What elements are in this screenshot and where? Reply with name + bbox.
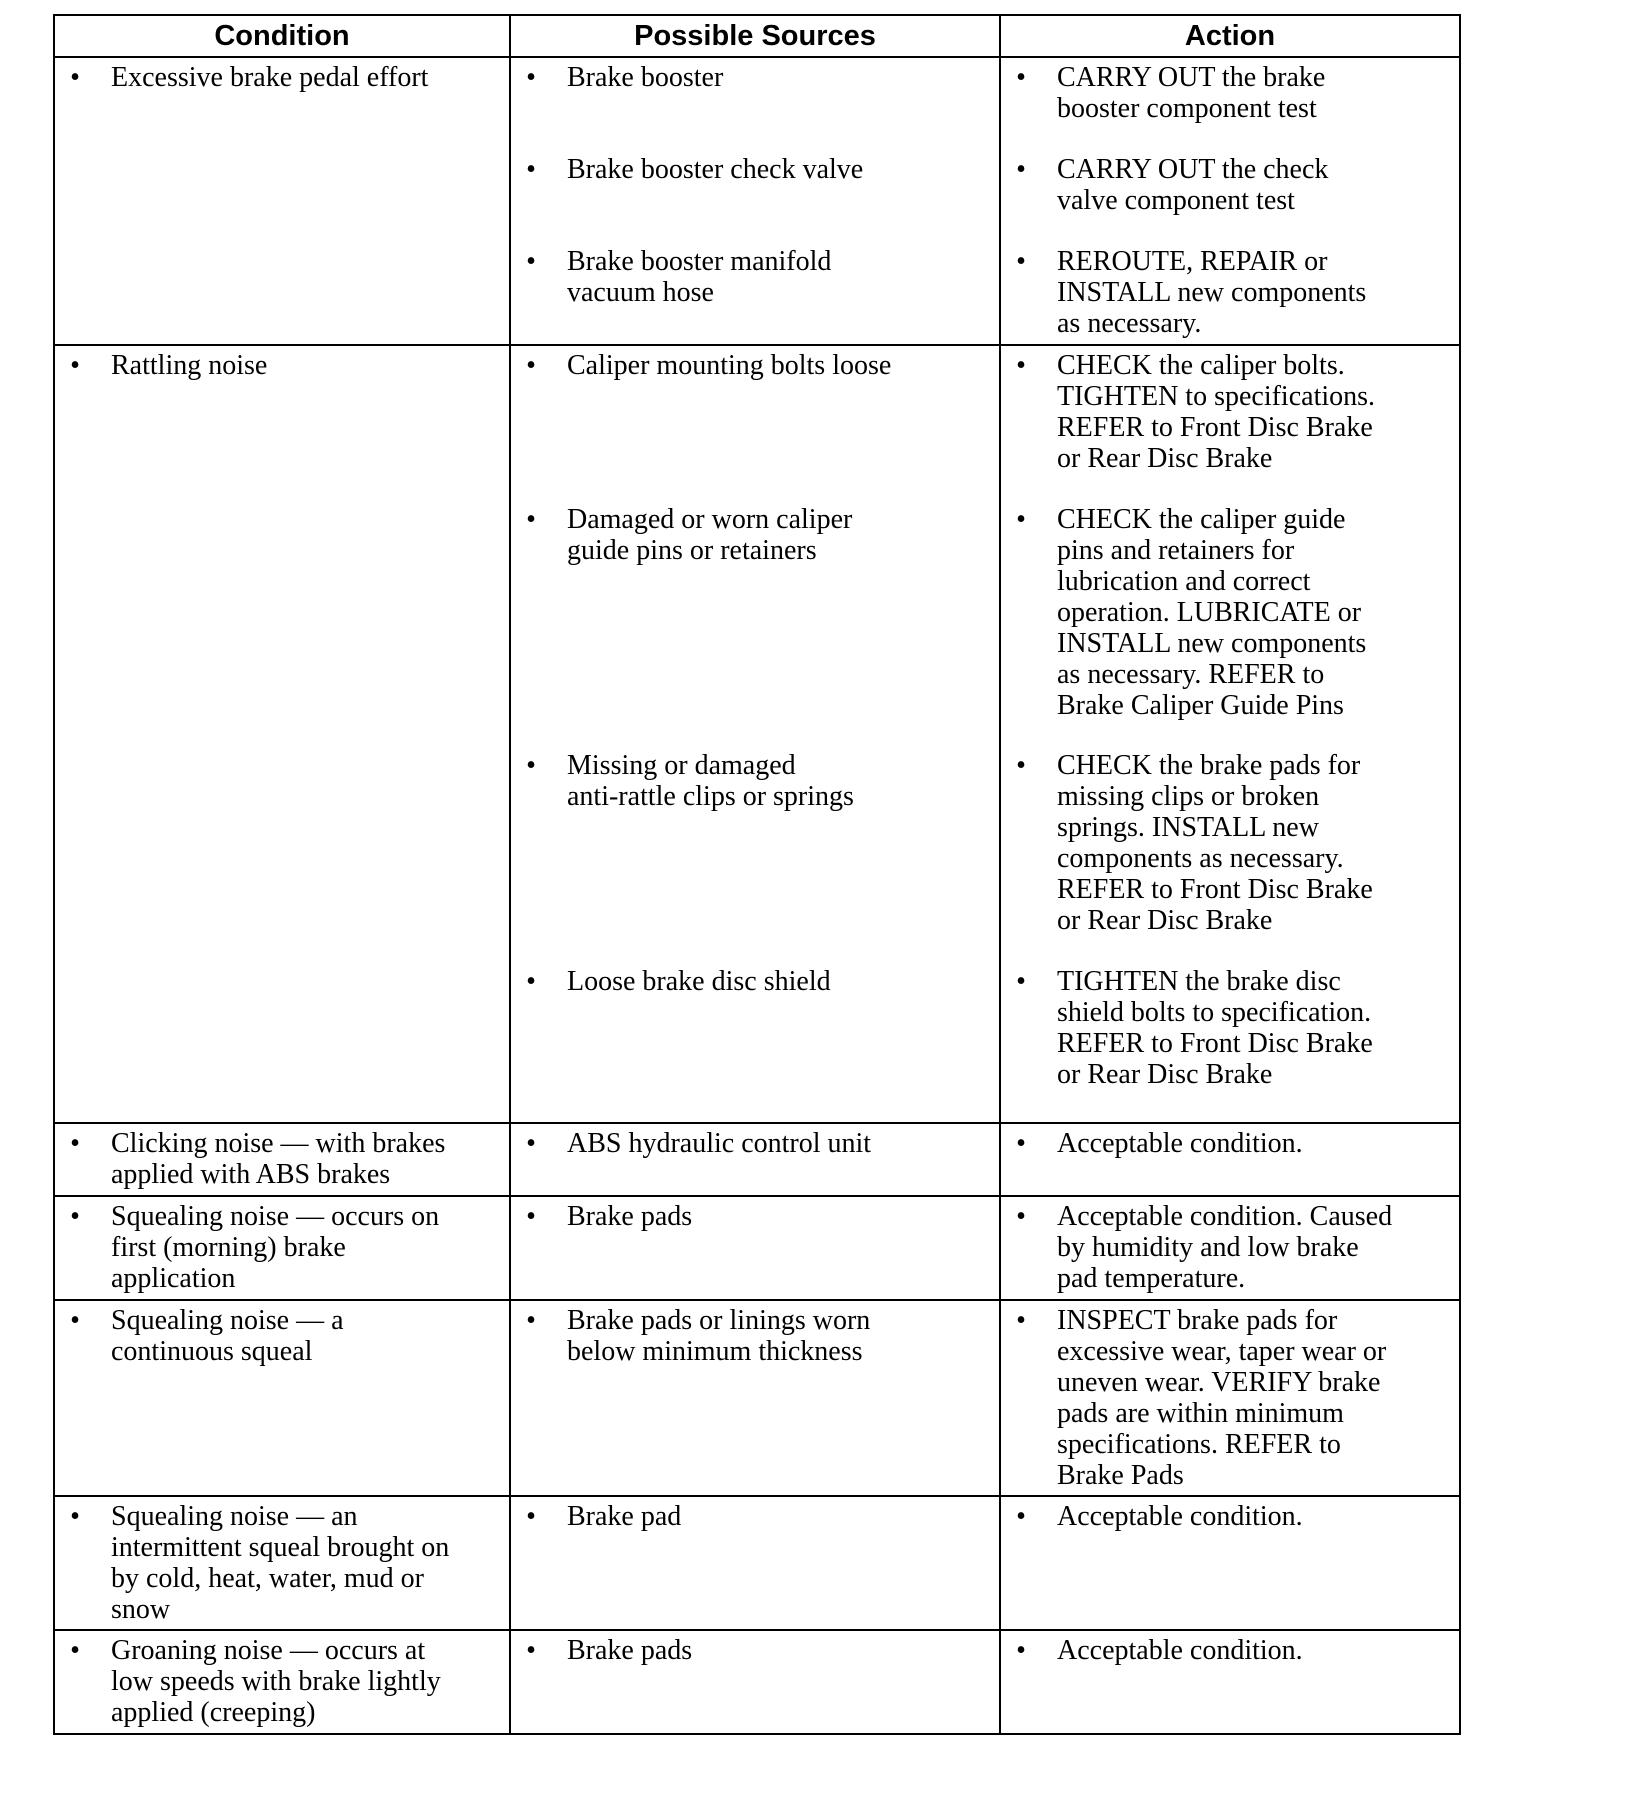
bullet-icon: • — [526, 154, 536, 185]
bullet-icon: • — [70, 62, 80, 93]
action-text: TIGHTEN the brake disc shield bolts to specification. REFER to Front Disc Brake or Rear Disc Brake — [1057, 966, 1373, 1090]
source-entry — [511, 1635, 989, 1666]
bullet-icon: • — [1016, 1501, 1026, 1532]
bullet-icon: • — [1016, 750, 1026, 781]
condition-entry — [55, 1201, 499, 1294]
condition-entry — [55, 350, 499, 381]
bullet-icon: • — [1016, 1305, 1026, 1336]
source-entry — [511, 1501, 989, 1532]
bullet-icon: • — [1016, 1201, 1026, 1232]
action-entry — [1001, 1635, 1449, 1666]
bullet-icon: • — [526, 62, 536, 93]
action-entry — [1001, 966, 1449, 1090]
sources-cell — [510, 345, 1000, 1123]
source-entry — [511, 246, 989, 308]
source-text: Missing or damaged anti-rattle clips or springs — [567, 750, 854, 812]
action-cell — [1000, 1123, 1460, 1196]
condition-text: Rattling noise — [111, 350, 268, 381]
action-entry — [1001, 1201, 1449, 1294]
bullet-icon: • — [70, 350, 80, 381]
source-entry — [511, 504, 989, 750]
diagnosis-table — [53, 14, 1461, 1735]
table-row — [54, 1196, 1460, 1300]
sources-cell — [510, 1300, 1000, 1496]
bullet-icon: • — [526, 966, 536, 997]
source-entry — [511, 62, 989, 154]
bullet-icon: • — [1016, 350, 1026, 381]
action-cell — [1000, 1196, 1460, 1300]
action-entry — [1001, 246, 1449, 339]
action-entry — [1001, 1305, 1449, 1491]
condition-cell — [54, 345, 510, 1123]
condition-text: Squealing noise — an intermittent squeal brought on by cold, heat, water, mud or snow — [111, 1501, 450, 1625]
table-row — [54, 1496, 1460, 1630]
condition-cell — [54, 57, 510, 345]
sources-cell — [510, 1630, 1000, 1734]
sources-cell — [510, 1123, 1000, 1196]
action-text: Acceptable condition. — [1057, 1635, 1303, 1666]
action-entry — [1001, 504, 1449, 750]
sources-cell — [510, 57, 1000, 345]
header-action: Action — [1000, 15, 1460, 57]
condition-entry — [55, 1305, 499, 1367]
table-row — [54, 57, 1460, 345]
bullet-icon: • — [70, 1201, 80, 1232]
action-text: INSPECT brake pads for excessive wear, taper wear or uneven wear. VERIFY brake pads are within minimum specifications. REFER to Brake Pads — [1057, 1305, 1387, 1491]
action-entry — [1001, 154, 1449, 246]
condition-entry — [55, 1128, 499, 1190]
source-text: Loose brake disc shield — [567, 966, 831, 997]
action-entry — [1001, 1501, 1449, 1532]
source-entry — [511, 154, 989, 246]
bullet-icon: • — [70, 1128, 80, 1159]
action-text: CHECK the caliper guide pins and retainers for lubrication and correct operation. LUBRICATE or INSTALL new components as necessary. REFER to Brake Caliper Guide Pins — [1057, 504, 1367, 721]
bullet-icon: • — [526, 1305, 536, 1336]
bullet-icon: • — [1016, 1128, 1026, 1159]
condition-cell — [54, 1630, 510, 1734]
condition-entry — [55, 1635, 499, 1728]
action-text: Acceptable condition. Caused by humidity and low brake pad temperature. — [1057, 1201, 1393, 1294]
bullet-icon: • — [526, 1501, 536, 1532]
bullet-icon: • — [526, 1635, 536, 1666]
table-row — [54, 1123, 1460, 1196]
condition-entry — [55, 62, 499, 93]
action-text: REROUTE, REPAIR or INSTALL new components as necessary. — [1057, 246, 1367, 339]
action-cell — [1000, 345, 1460, 1123]
source-text: Caliper mounting bolts loose — [567, 350, 892, 381]
source-text: Brake pads — [567, 1635, 693, 1666]
action-cell — [1000, 1300, 1460, 1496]
source-text: Brake booster — [567, 62, 724, 93]
bullet-icon: • — [526, 504, 536, 535]
source-text: Brake pads or linings worn below minimum thickness — [567, 1305, 871, 1367]
condition-text: Squealing noise — a continuous squeal — [111, 1305, 344, 1367]
condition-cell — [54, 1300, 510, 1496]
source-entry — [511, 966, 989, 997]
bullet-icon: • — [70, 1501, 80, 1532]
action-text: CHECK the caliper bolts. TIGHTEN to specifications. REFER to Front Disc Brake or Rear Disc Brake — [1057, 350, 1376, 474]
condition-text: Clicking noise — with brakes applied with ABS brakes — [111, 1128, 446, 1190]
bullet-icon: • — [70, 1635, 80, 1666]
bullet-icon: • — [1016, 62, 1026, 93]
condition-cell — [54, 1196, 510, 1300]
source-text: Brake pads — [567, 1201, 693, 1232]
bullet-icon: • — [70, 1305, 80, 1336]
header-possible-sources: Possible Sources — [510, 15, 1000, 57]
action-text: CARRY OUT the check valve component test — [1057, 154, 1329, 216]
bullet-icon: • — [1016, 504, 1026, 535]
bullet-icon: • — [1016, 246, 1026, 277]
action-entry — [1001, 750, 1449, 966]
table-row — [54, 1630, 1460, 1734]
table-row — [54, 345, 1460, 1123]
condition-entry — [55, 1501, 499, 1625]
source-text: Brake booster check valve — [567, 154, 864, 185]
source-entry — [511, 1201, 989, 1232]
source-entry — [511, 1128, 989, 1159]
bullet-icon: • — [1016, 1635, 1026, 1666]
condition-text: Squealing noise — occurs on first (morning) brake application — [111, 1201, 440, 1294]
bullet-icon: • — [1016, 154, 1026, 185]
bullet-icon: • — [526, 350, 536, 381]
bullet-icon: • — [1016, 966, 1026, 997]
source-entry — [511, 750, 989, 966]
action-entry — [1001, 62, 1449, 154]
condition-cell — [54, 1496, 510, 1630]
action-text: CARRY OUT the brake booster component test — [1057, 62, 1326, 124]
source-entry — [511, 1305, 989, 1367]
action-entry — [1001, 350, 1449, 504]
sources-cell — [510, 1196, 1000, 1300]
source-text: Brake booster manifold vacuum hose — [567, 246, 832, 308]
source-text: Damaged or worn caliper guide pins or retainers — [567, 504, 853, 566]
condition-cell — [54, 1123, 510, 1196]
source-text: ABS hydraulic control unit — [567, 1128, 872, 1159]
condition-text: Groaning noise — occurs at low speeds with brake lightly applied (creeping) — [111, 1635, 441, 1728]
bullet-icon: • — [526, 1201, 536, 1232]
action-text: Acceptable condition. — [1057, 1501, 1303, 1532]
action-text: Acceptable condition. — [1057, 1128, 1303, 1159]
source-entry — [511, 350, 989, 504]
action-cell — [1000, 1496, 1460, 1630]
action-text: CHECK the brake pads for missing clips or broken springs. INSTALL new components as necessary. REFER to Front Disc Brake or Rear Disc Brake — [1057, 750, 1373, 936]
header-row — [54, 15, 1460, 57]
bullet-icon: • — [526, 1128, 536, 1159]
table-row — [54, 1300, 1460, 1496]
action-entry — [1001, 1128, 1449, 1159]
condition-text: Excessive brake pedal effort — [111, 62, 429, 93]
source-text: Brake pad — [567, 1501, 682, 1532]
action-cell — [1000, 1630, 1460, 1734]
header-condition: Condition — [54, 15, 510, 57]
bullet-icon: • — [526, 750, 536, 781]
action-cell — [1000, 57, 1460, 345]
bullet-icon: • — [526, 246, 536, 277]
sources-cell — [510, 1496, 1000, 1630]
